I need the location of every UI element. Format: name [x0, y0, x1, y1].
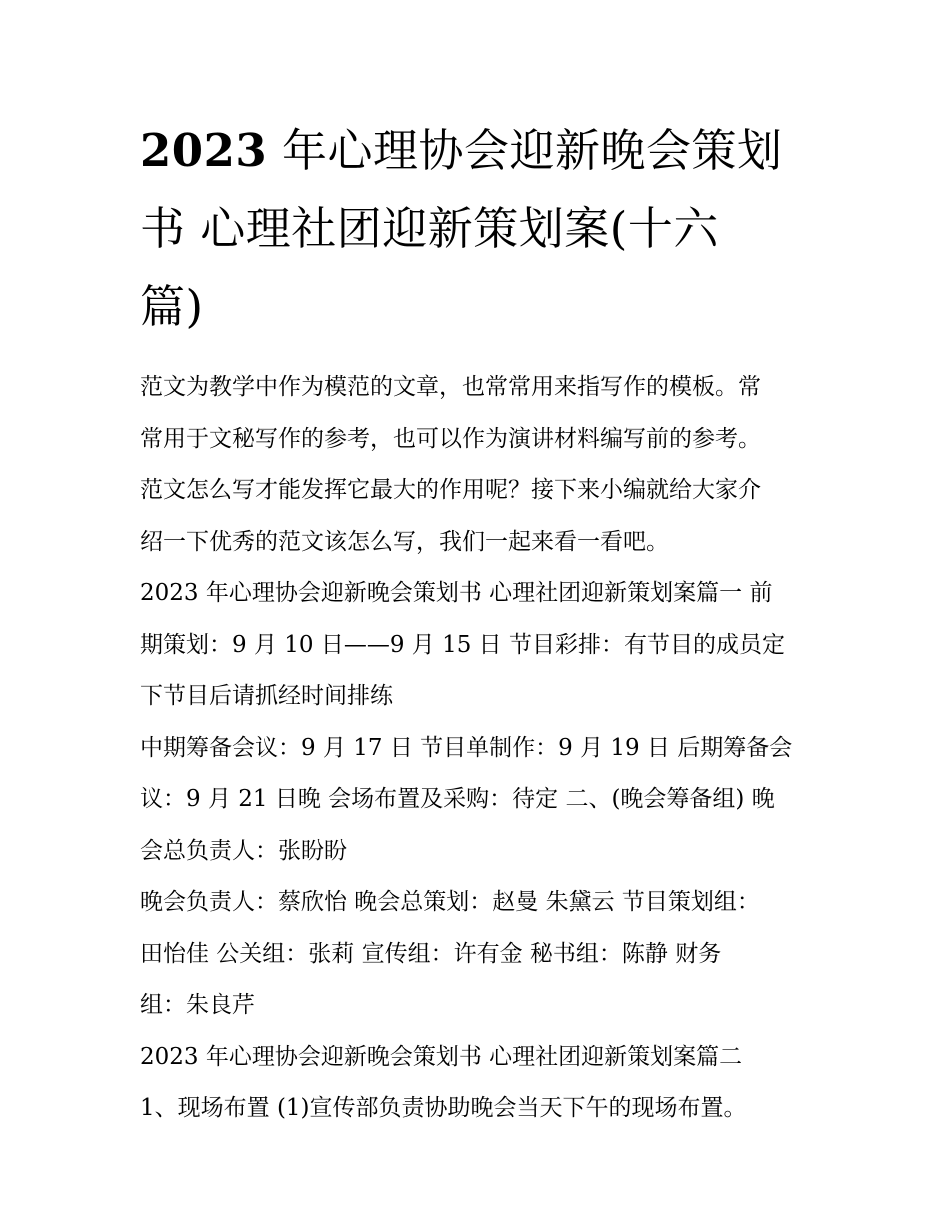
title-year: 2023: [140, 124, 268, 177]
paragraph-staff: [140, 877, 820, 1032]
title-line: 篇): [140, 280, 204, 333]
document-title: [140, 112, 820, 346]
text-line: 晚会负责人：蔡欣怡 晚会总策划：赵曼 朱黛云 节目策划组：: [140, 889, 760, 915]
text-line: 会总负责人：张盼盼: [140, 837, 347, 864]
text-line: 绍一下优秀的范文该怎么写，我们一起来看一看吧。: [140, 528, 669, 555]
text-line: 常用于文秘写作的参考，也可以作为演讲材料编写前的参考。: [140, 425, 761, 452]
document-body: [140, 362, 820, 1135]
text-line: 下节目后请抓经时间排练: [140, 683, 393, 709]
text-line: 1、现场布置 (1)宣传部负责协助晚会当天下午的现场布置。: [140, 1095, 747, 1121]
paragraph-plan-two-heading: [140, 1032, 820, 1084]
text-line: 议：9 月 21 日晚 会场布置及采购：待定 二、(晚会筹备组) 晚: [140, 786, 775, 812]
text-line: 2023 年心理协会迎新晚会策划书 心理社团迎新策划案篇二: [140, 1043, 743, 1070]
text-line: 田怡佳 公关组：张莉 宣传组：许有金 秘书组：陈静 财务: [140, 940, 722, 967]
text-line: 范文为教学中作为模范的文章，也常常用来指写作的模板。常: [140, 374, 761, 400]
text-line: 2023 年心理协会迎新晚会策划书 心理社团迎新策划案篇一 前: [140, 580, 773, 606]
title-text: 年心理协会迎新晚会策划: [267, 124, 783, 177]
text-line: 组：朱良芹: [140, 992, 255, 1018]
paragraph-schedule: [140, 723, 820, 878]
paragraph-intro: [140, 362, 820, 568]
text-line: 期策划：9 月 10 日——9 月 15 日 节目彩排：有节目的成员定: [140, 631, 785, 658]
document-page: [140, 112, 820, 1135]
title-line: [140, 112, 820, 190]
paragraph-venue-setup: [140, 1083, 820, 1135]
text-line: 中期筹备会议：9 月 17 日 节目单制作：9 月 19 日 后期筹备会: [140, 734, 793, 761]
title-line: 书 心理社团迎新策划案(十六: [140, 202, 719, 255]
text-line: 范文怎么写才能发挥它最大的作用呢？接下来小编就给大家介: [140, 477, 761, 503]
paragraph-plan-one: [140, 568, 820, 723]
